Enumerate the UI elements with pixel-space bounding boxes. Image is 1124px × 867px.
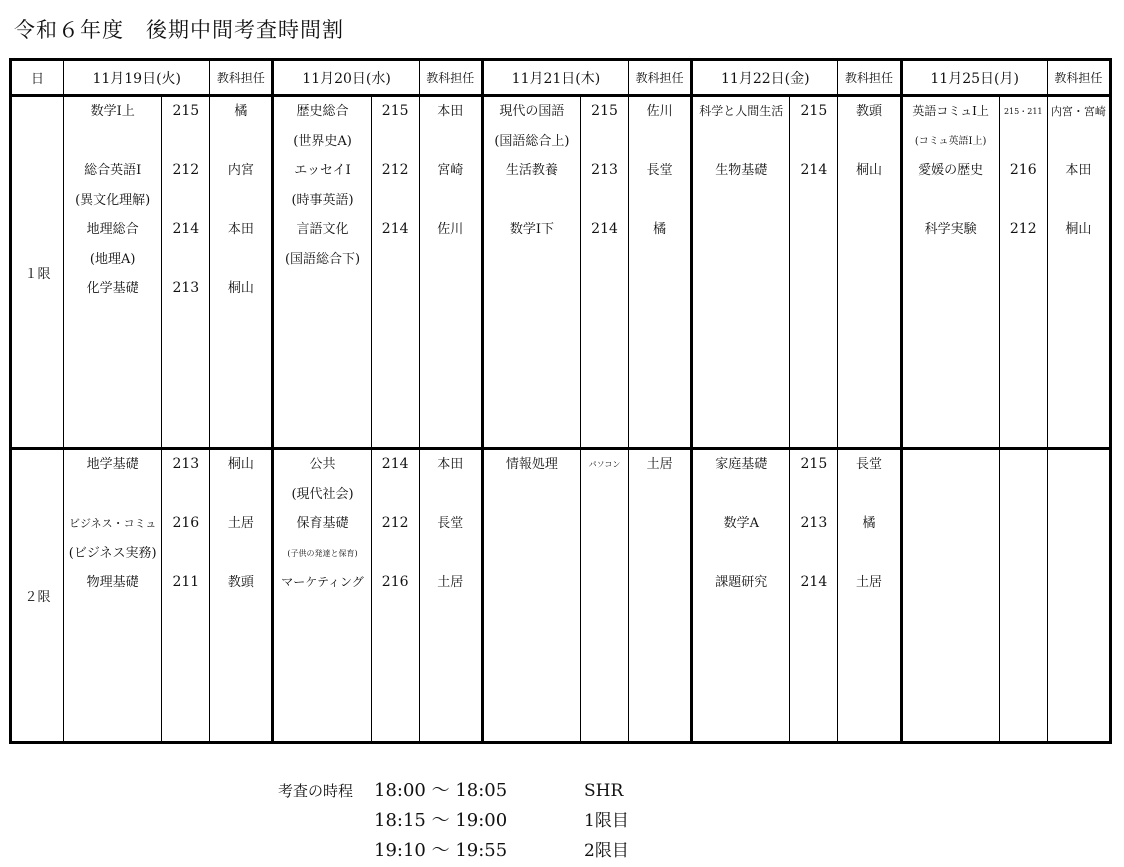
teacher: 本田 — [1065, 163, 1092, 178]
room: パソコン — [588, 460, 621, 469]
teacher-header: 教科担任 — [419, 60, 482, 96]
teacher — [838, 127, 899, 157]
subject: 課題研究 — [715, 575, 768, 590]
teacher: 長堂 — [855, 457, 882, 472]
room: 213 — [172, 280, 200, 296]
subject: 物理基礎 — [86, 575, 139, 590]
teacher-cell — [419, 449, 482, 743]
teacher: 橘 — [862, 516, 876, 531]
teacher: 教頭 — [855, 104, 882, 119]
subject-cell — [482, 449, 580, 743]
teacher — [629, 186, 690, 216]
room-cell — [162, 449, 210, 743]
room — [1000, 127, 1047, 157]
subject: (ビジネス実務) — [68, 545, 157, 561]
subject: (時事英語) — [291, 192, 354, 208]
page-title: 令和６年度 後期中間考査時間割 — [14, 18, 344, 42]
room — [372, 186, 419, 216]
subject: (国語総合上) — [494, 133, 570, 149]
subject — [693, 480, 789, 510]
teacher: 佐川 — [646, 104, 673, 119]
room-cell — [790, 96, 838, 449]
subject-cell — [273, 96, 371, 449]
room-cell — [371, 449, 419, 743]
room: 214 — [381, 456, 409, 472]
room: 216 — [172, 515, 200, 531]
subject: 生活教養 — [505, 163, 558, 178]
subject: (コミュ英語Ⅰ上) — [914, 135, 987, 147]
schedule-item: 2限目 — [584, 841, 629, 861]
subject — [693, 539, 789, 569]
room — [162, 539, 209, 569]
room: 215 — [172, 103, 200, 119]
subject: 科学と人間生活 — [699, 104, 784, 118]
teacher — [1048, 127, 1109, 157]
subject: (現代社会) — [291, 486, 354, 502]
teacher: 土居 — [227, 516, 254, 531]
teacher — [1048, 186, 1109, 216]
teacher — [629, 127, 690, 157]
teacher — [420, 539, 481, 569]
room — [372, 480, 419, 510]
schedule-item: SHR — [584, 781, 624, 801]
teacher-cell — [419, 96, 482, 449]
room: 213 — [172, 456, 200, 472]
date-header: 11月21日(木) — [482, 60, 628, 96]
subject — [693, 127, 789, 157]
date-header: 11月22日(金) — [692, 60, 838, 96]
teacher: 教頭 — [227, 575, 254, 590]
period-label: ２限 — [11, 449, 64, 743]
period-row-2 — [11, 449, 1111, 743]
teacher: 桐山 — [1065, 222, 1092, 237]
subject: 保育基礎 — [296, 516, 349, 531]
room: 216 — [1009, 162, 1037, 178]
room: 214 — [591, 221, 618, 237]
teacher — [420, 480, 481, 510]
subject: ビジネス・コミュ — [68, 517, 157, 530]
schedule-time: 18:15 ～ 19:00 — [374, 810, 508, 831]
room: 216 — [381, 574, 409, 590]
teacher-cell — [210, 96, 273, 449]
subject-cell — [482, 96, 580, 449]
date-header: 11月20日(水) — [273, 60, 419, 96]
date-header: 11月25日(月) — [901, 60, 1047, 96]
subject — [903, 186, 999, 216]
teacher: 長堂 — [646, 163, 673, 178]
teacher — [210, 245, 271, 275]
teacher: 桐山 — [855, 163, 882, 178]
subject: 英語コミュⅠ上 — [912, 104, 989, 118]
subject: (子供の発達と保育) — [287, 548, 358, 558]
subject: 科学実験 — [924, 222, 977, 237]
room — [162, 186, 209, 216]
room-cell — [580, 96, 628, 449]
teacher-cell — [210, 449, 273, 743]
subject: 生物基礎 — [715, 163, 768, 178]
room-cell — [999, 96, 1047, 449]
room: 215 — [800, 103, 828, 119]
room — [162, 245, 209, 275]
room — [162, 480, 209, 510]
subject: 歴史総合 — [296, 104, 349, 119]
subject: マーケティング — [281, 575, 364, 589]
subject: 現代の国語 — [499, 104, 565, 119]
subject: (国語総合下) — [284, 251, 361, 267]
subject: 数学Ⅰ上 — [90, 104, 135, 119]
teacher-cell — [629, 96, 692, 449]
teacher: 土居 — [646, 457, 673, 472]
exam-timetable — [9, 58, 1112, 744]
teacher — [420, 186, 481, 216]
period-row-1 — [11, 96, 1111, 449]
header-row — [11, 60, 1111, 96]
teacher — [838, 539, 899, 569]
room: 212 — [381, 162, 409, 178]
teacher: 橘 — [653, 222, 667, 237]
subject: 公共 — [309, 457, 336, 472]
subject — [64, 480, 161, 510]
teacher — [420, 245, 481, 275]
teacher: 宮崎 — [437, 163, 464, 178]
subject: (異文化理解) — [75, 192, 151, 208]
subject: (地理A) — [89, 251, 136, 267]
subject: 家庭基礎 — [715, 457, 768, 472]
subject: エッセイⅠ — [294, 163, 351, 178]
teacher: 本田 — [227, 222, 254, 237]
subject: 情報処理 — [505, 457, 558, 472]
room — [372, 245, 419, 275]
period-label: １限 — [11, 96, 64, 449]
room-cell — [580, 449, 628, 743]
teacher: 長堂 — [437, 516, 464, 531]
room-cell — [999, 449, 1047, 743]
room: 215・211 — [1003, 107, 1043, 116]
room — [372, 127, 419, 157]
teacher-cell — [838, 96, 901, 449]
room-cell — [371, 96, 419, 449]
room: 213 — [591, 162, 618, 178]
subject-cell — [692, 449, 790, 743]
room: 215 — [800, 456, 828, 472]
teacher-cell — [1047, 96, 1110, 449]
subject: 総合英語Ⅰ — [84, 163, 142, 178]
room: 214 — [172, 221, 200, 237]
room: 214 — [800, 162, 828, 178]
teacher-header: 教科担任 — [838, 60, 901, 96]
subject-cell — [64, 96, 162, 449]
room: 214 — [381, 221, 409, 237]
room: 212 — [172, 162, 200, 178]
teacher-header: 教科担任 — [210, 60, 273, 96]
room-cell — [162, 96, 210, 449]
subject: (世界史A) — [293, 133, 352, 149]
room — [790, 539, 837, 569]
teacher-cell — [838, 449, 901, 743]
subject-cell — [901, 96, 999, 449]
day-header: 日 — [11, 60, 64, 96]
schedule-label: 考査の時程 — [278, 782, 354, 800]
subject-cell — [273, 449, 371, 743]
subject: 地理総合 — [86, 222, 139, 237]
teacher — [210, 127, 271, 157]
teacher: 桐山 — [227, 457, 254, 472]
subject: 地学基礎 — [86, 457, 139, 472]
teacher — [210, 539, 271, 569]
subject: 化学基礎 — [86, 281, 139, 296]
room — [581, 186, 628, 216]
teacher: 本田 — [437, 457, 464, 472]
room — [790, 480, 837, 510]
room: 213 — [800, 515, 828, 531]
room — [790, 127, 837, 157]
teacher: 橘 — [234, 104, 248, 119]
room — [162, 127, 209, 157]
teacher: 内宮・宮崎 — [1050, 105, 1106, 118]
schedule-item: 1限目 — [584, 811, 629, 831]
subject: 数学Ⅰ下 — [509, 222, 554, 237]
room — [372, 539, 419, 569]
room-cell — [790, 449, 838, 743]
room — [1000, 186, 1047, 216]
subject — [64, 127, 161, 157]
schedule-time: 19:10 ～ 19:55 — [374, 840, 508, 861]
teacher: 土居 — [437, 575, 464, 590]
teacher: 内宮 — [227, 163, 254, 178]
room: 214 — [800, 574, 828, 590]
teacher — [838, 480, 899, 510]
subject: 数学A — [723, 516, 759, 531]
schedule-time: 18:00 ～ 18:05 — [374, 780, 508, 801]
teacher — [210, 186, 271, 216]
subject: 言語文化 — [296, 222, 349, 237]
teacher-header: 教科担任 — [629, 60, 692, 96]
teacher: 本田 — [437, 104, 464, 119]
teacher-cell — [1047, 449, 1110, 743]
teacher: 土居 — [855, 575, 882, 590]
room: 215 — [381, 103, 409, 119]
room — [581, 127, 628, 157]
room: 211 — [172, 574, 200, 590]
teacher: 佐川 — [437, 222, 464, 237]
teacher — [210, 480, 271, 510]
teacher: 桐山 — [227, 281, 254, 296]
subject: 愛媛の歴史 — [918, 163, 984, 178]
room: 212 — [1009, 221, 1037, 237]
subject — [484, 186, 580, 216]
subject-cell — [64, 449, 162, 743]
room: 212 — [381, 515, 409, 531]
teacher — [420, 127, 481, 157]
teacher-cell — [629, 449, 692, 743]
subject-cell — [901, 449, 999, 743]
subject-cell — [692, 96, 790, 449]
room: 215 — [591, 103, 618, 119]
teacher-header: 教科担任 — [1047, 60, 1110, 96]
date-header: 11月19日(火) — [64, 60, 210, 96]
